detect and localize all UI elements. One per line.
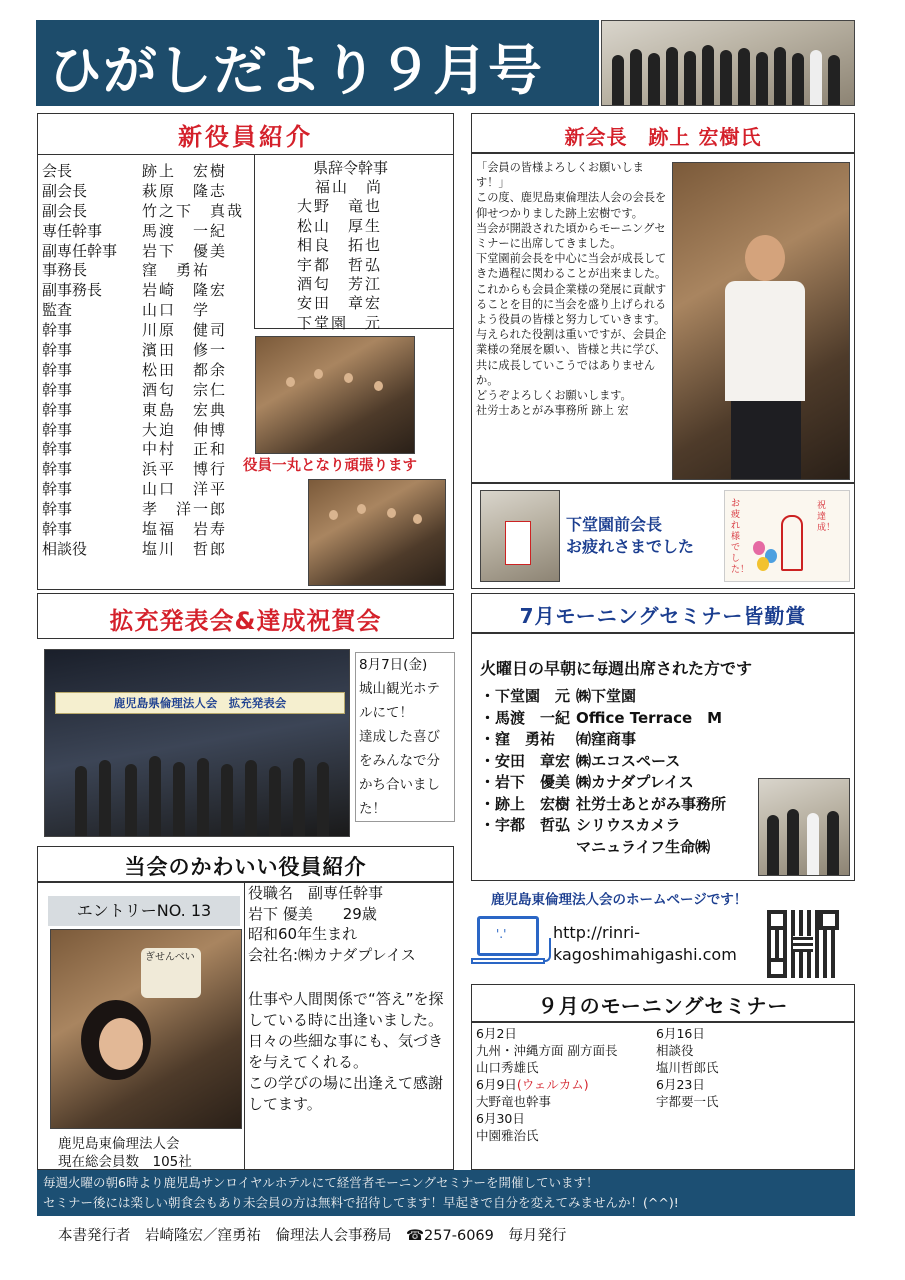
attendance-photo: [758, 778, 850, 876]
homepage-section: [471, 882, 855, 978]
officer-role: 幹事: [42, 420, 73, 439]
entry-label: エントリーNO. 13: [48, 896, 240, 926]
attendee-name: [480, 837, 576, 859]
officer-row: [42, 540, 252, 560]
page-title: ひがしだより９月号: [48, 39, 543, 102]
officer-name: 浜平 博行: [142, 460, 228, 479]
officer-name: 跡上 宏樹: [142, 162, 228, 180]
seminar-desc: 宇都要一氏: [656, 1094, 719, 1109]
attendance-row: [480, 815, 770, 837]
header-group-photo: [601, 20, 855, 106]
officer-role: 幹事: [42, 341, 73, 360]
seminar-desc: 九州・沖縄方面 副方面長 山口秀雄氏: [476, 1043, 618, 1075]
attendee-company: ㈱エコスペース: [576, 751, 681, 770]
congrats-card-text2: 祝 達成！: [817, 501, 836, 533]
seminar-desc: 中園雅治氏: [476, 1128, 539, 1143]
attendance-row: [480, 837, 770, 859]
president-message: 「会員の皆様よろしくお願いします！」 この度、鹿児島東倫理法人会の会長を仰せつかりました跡上宏樹です。 当会が開設された頃からモーニングセミナーに出席してきました。 下堂園前会長を中心に当会が成長してきた過程に関わることが出来ました。 これからも会員企業様の発展に貢献することを目的に当会を盛り上げられるよう役員の皆様と努力していきます。 与えられた役割は重いですが、会員企業様の発展を願い、皆様と共に学び、共に成長していこうではありませんか。 どうぞよろしくお願いします。 社労士あとがみ事務所 跡上 宏: [476, 161, 667, 418]
attendee-company: マニュライフ生命㈱: [576, 837, 711, 856]
officer-name: 大迫 伸博: [142, 420, 228, 439]
cable-icon: [543, 938, 551, 962]
attendance-row: [480, 751, 770, 773]
officer-row: [42, 242, 252, 262]
officer-row: [42, 480, 252, 500]
congrats-card: [724, 490, 850, 582]
officer-row: [42, 460, 252, 480]
footer-text: 本書発行者 岩崎隆宏／窪勇祐 倫理法人会事務局 ☎257-6069 毎月発行: [58, 1228, 567, 1244]
seminar-date: 6月16日: [656, 1026, 705, 1041]
balloon-icon: [753, 541, 765, 555]
attendance-title-box: [471, 593, 855, 633]
officer-name: 岩下 優美: [142, 241, 228, 260]
cute-officer-title-box: [37, 846, 454, 882]
officer-role: 監査: [42, 301, 73, 320]
attendee-company: ㈱下堂園: [576, 687, 637, 705]
cute-officer-title: 当会のかわいい役員紹介: [124, 855, 367, 879]
farewell-line1: 下堂園前会長: [566, 515, 663, 534]
balloon-icon: [757, 557, 769, 571]
officer-row: [42, 440, 252, 460]
officers-section: [37, 113, 454, 590]
officer-name: 山口 学: [142, 301, 211, 320]
runner-figure-icon: [781, 515, 803, 571]
attendee-name: ・窪 勇祐: [480, 730, 556, 748]
homepage-link[interactable]: http://rinri- kagoshimahigashi.com: [553, 923, 737, 964]
attendee-company: ㈲窪商事: [576, 730, 637, 748]
officer-role: 幹事: [42, 380, 73, 399]
attendance-list: [480, 686, 770, 858]
cute-officer-section: [37, 882, 454, 1170]
banner-line2: セミナー後には楽しい朝食会もあり未会員の方は無料で招待してます！早起きで自分を変えてみませんか！(^^)!: [43, 1195, 679, 1210]
seminar-date: 6月23日: [656, 1077, 705, 1092]
president-title: 新会長 跡上 宏樹氏: [564, 125, 762, 149]
seminar-right-column: [656, 1025, 846, 1110]
prefecture-name: 大野 竜也: [297, 197, 383, 216]
officers-party-photo: [255, 336, 415, 454]
president-section: [471, 153, 855, 483]
attendance-title: 7月モーニングセミナー皆勤賞: [519, 604, 807, 628]
officer-name: 濱田 修一: [142, 341, 228, 360]
officer-row: [42, 401, 252, 421]
officer-row: [42, 301, 252, 321]
officer-role: 専任幹事: [42, 221, 103, 240]
attendance-row: [480, 772, 770, 794]
prefecture-heading: 県辞令幹事: [313, 159, 389, 177]
prefecture-name: 下堂園 元: [297, 313, 383, 332]
seminar-desc: 大野竜也幹事: [476, 1094, 552, 1109]
attendee-company: Office Terrace M: [576, 708, 723, 727]
officer-row: [42, 162, 252, 182]
officer-role: 幹事: [42, 460, 73, 479]
officer-row: [42, 381, 252, 401]
congrats-card-text: お疲れ様でした！: [731, 499, 750, 575]
officer-role: 副会長: [42, 181, 88, 200]
seminar-desc: 相談役 塩川哲郎氏: [656, 1043, 719, 1075]
officer-role: 副専任幹事: [42, 241, 118, 260]
officer-roster: [42, 162, 252, 560]
expansion-photo: [44, 649, 350, 837]
attendance-row: [480, 686, 770, 708]
attendance-row: [480, 708, 770, 730]
officer-role: 相談役: [42, 539, 88, 558]
officer-name: 塩川 哲郎: [142, 539, 228, 558]
attendee-name: ・馬渡 一紀: [480, 708, 571, 727]
officer-row: [42, 222, 252, 242]
officer-row: [42, 421, 252, 441]
officer-role: 幹事: [42, 500, 73, 519]
bottom-banner: [37, 1170, 855, 1216]
attendee-company: 社労士あとがみ事務所: [576, 794, 727, 813]
officer-role: 副会長: [42, 201, 88, 220]
cute-officer-photo: ぎせんべい: [50, 929, 242, 1129]
farewell-photo: [480, 490, 560, 582]
president-photo: [672, 162, 850, 480]
officer-row: [42, 321, 252, 341]
seminar-title-box: [471, 984, 855, 1022]
officer-row: [42, 361, 252, 381]
homepage-title: 鹿児島東倫理法人会のホームページです！: [491, 892, 748, 908]
farewell-section: [471, 483, 855, 589]
cute-officer-details: [248, 883, 452, 965]
officer-name: 塩福 岩寿: [142, 520, 228, 539]
seminar-date: 6月30日: [476, 1111, 525, 1126]
attendee-name: ・下堂園 元: [480, 687, 571, 705]
officer-name: 萩原 隆志: [142, 181, 228, 200]
officer-name: 窪 勇祐: [142, 261, 211, 280]
cute-officer-detail: 昭和60年生まれ: [248, 925, 358, 943]
expansion-text: 8月7日(金) 城山観光ホテルにて！ 達成した喜びをみんなで分かち合いました！: [355, 652, 455, 822]
officers-group-photo: [308, 479, 446, 586]
prefecture-name: 酒匂 芳江: [297, 275, 383, 294]
officer-role: 幹事: [42, 360, 73, 379]
officer-name: 川原 健司: [142, 321, 228, 340]
seminar-date: 6月9日(ウェルカム): [476, 1077, 589, 1092]
officer-name: 酒匂 宗仁: [142, 380, 228, 399]
expansion-title: 拡充発表会&達成祝賀会: [109, 607, 382, 635]
seminar-left-column: [476, 1025, 656, 1144]
officer-row: [42, 182, 252, 202]
expansion-title-box: [37, 593, 454, 639]
cute-officer-divider: [244, 883, 245, 1169]
officer-row: [42, 341, 252, 361]
officer-role: 事務長: [42, 261, 88, 280]
cute-officer-detail: 岩下 優美 29歳: [248, 904, 377, 923]
prefecture-name: 福山 尚: [315, 178, 384, 196]
officers-title: 新役員紹介: [178, 123, 313, 151]
officer-name: 松田 都余: [142, 360, 228, 379]
attendee-name: ・安田 章宏: [480, 751, 571, 770]
computer-base-icon: [471, 958, 545, 964]
attendee-company: ㈱カナダプレイス: [576, 773, 694, 791]
officer-name: 竹之下 真哉: [142, 201, 245, 220]
farewell-line2: お疲れさまでした: [566, 537, 695, 556]
seminar-section: [471, 1022, 855, 1170]
prefecture-name: 松山 厚生: [297, 216, 383, 235]
prefecture-name: 宇都 哲弘: [297, 255, 383, 274]
president-title-box: [471, 113, 855, 153]
attendee-name: ・岩下 優美: [480, 773, 571, 791]
computer-icon: '.': [477, 916, 539, 956]
prefecture-name: 安田 章宏: [297, 294, 383, 313]
seminar-date: 6月2日: [476, 1026, 517, 1041]
officer-role: 幹事: [42, 520, 73, 539]
attendance-row: [480, 729, 770, 751]
officer-role: 副事務長: [42, 281, 103, 300]
prefecture-name: 相良 拓也: [297, 236, 383, 255]
header-bar: [36, 20, 599, 106]
officer-row: [42, 281, 252, 301]
member-label: 鹿児島東倫理法人会: [58, 1136, 180, 1152]
officer-name: 馬渡 一紀: [142, 221, 228, 240]
expansion-banner: 鹿児島県倫理法人会 拡充発表会: [55, 692, 345, 714]
attendee-company: シリウスカメラ: [576, 816, 681, 834]
officer-name: 中村 正和: [142, 440, 228, 459]
qr-code-icon[interactable]: [767, 910, 839, 978]
officer-row: [42, 261, 252, 281]
officers-caption: 役員一丸となり頑張ります: [241, 454, 419, 475]
officer-name: 東島 宏典: [142, 400, 228, 419]
officer-role: 幹事: [42, 480, 73, 499]
officer-row: [42, 500, 252, 520]
prefecture-box: [254, 154, 453, 332]
seminar-title: ９月のモーニングセミナー: [537, 994, 789, 1018]
attendee-name: ・跡上 宏樹: [480, 794, 571, 813]
member-count: 現在総会員数 105社: [58, 1154, 192, 1170]
cute-officer-message: 仕事や人間関係で“答え”を探している時に出逢いました。 日々の些細な事にも、気づきを与えてくれる。 この学びの場に出逢えて感謝してます。: [248, 990, 444, 1113]
officer-row: [42, 520, 252, 540]
cute-officer-detail: 役職名 副専任幹事: [248, 884, 384, 902]
officer-role: 幹事: [42, 400, 73, 419]
officer-name: 孝 洋一郎: [142, 500, 228, 519]
officer-role: 幹事: [42, 321, 73, 340]
cute-officer-detail: 会社名:㈱カナダプレイス: [248, 945, 416, 964]
prefecture-list: [255, 178, 453, 333]
attendance-subtitle: 火曜日の早朝に毎週出席された方です: [480, 659, 753, 678]
officer-row: [42, 202, 252, 222]
banner-line1: 毎週火曜の朝6時より鹿児島サンロイヤルホテルにて経営者モーニングセミナーを開催しています！: [43, 1175, 599, 1190]
attendee-name: ・宇都 哲弘: [480, 816, 571, 834]
attendance-section: [471, 633, 855, 881]
seminar-date-note: (ウェルカム): [516, 1077, 589, 1092]
officer-role: 会長: [42, 162, 73, 180]
officer-role: 幹事: [42, 440, 73, 459]
attendance-row: [480, 794, 770, 816]
officer-name: 山口 洋平: [142, 480, 228, 499]
officer-name: 岩崎 隆宏: [142, 281, 228, 300]
